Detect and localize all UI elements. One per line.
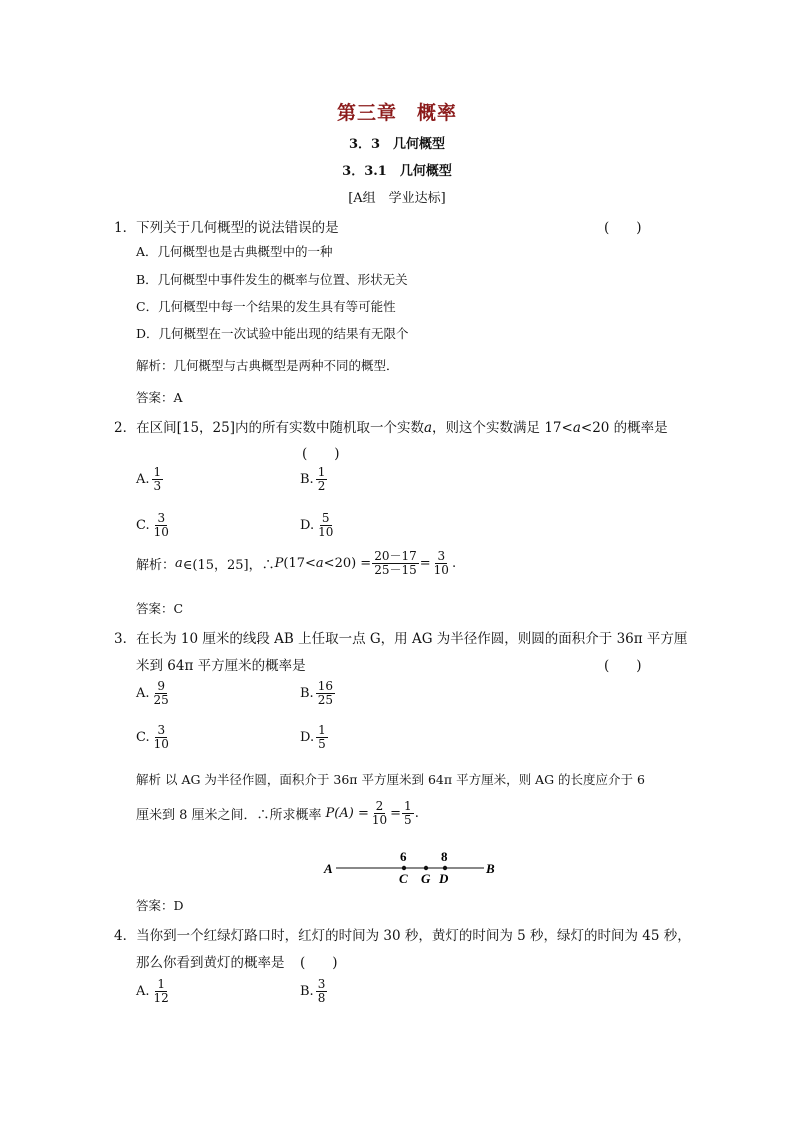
q4-a-den: 12: [153, 991, 169, 1005]
q2-option-c-fraction: [152, 512, 171, 539]
q2-stem-a: 2．在区间[15，25]内的所有实数中随机取一个实数: [114, 420, 424, 436]
segment-figure: [318, 846, 502, 884]
label-d: D: [439, 871, 449, 884]
q4-option-b: [300, 978, 328, 1005]
q2-option-b-fraction: [316, 466, 328, 493]
q2-analysis: [136, 550, 456, 577]
q2-stem-var2: a: [572, 420, 581, 436]
q2-analysis-d: <20) =: [323, 556, 372, 571]
q2-option-b: [300, 466, 328, 493]
q4-option-b-label: B.: [300, 984, 314, 999]
q1-option-d: D．几何概型在一次试验中能出现的结果有无限个: [136, 326, 409, 341]
q1-option-b: B．几何概型中事件发生的概率与位置、形状无关: [136, 272, 408, 287]
point-d-dot: [443, 866, 447, 870]
q3-stem-line1: 3．在长为 10 厘米的线段 AB 上任取一点 G，用 AG 为半径作圆，则圆的面积介于 36π 平方厘: [114, 631, 688, 647]
q2-b-den: 2: [317, 479, 326, 493]
q3-option-a-fraction: [152, 680, 171, 707]
q4-stem-line2: 那么你看到黄灯的概率是: [136, 955, 285, 971]
q4-b-num: 3: [317, 977, 326, 991]
q3-a-den: 25: [153, 693, 169, 707]
subsection-title: 3．3.1 几何概型: [342, 164, 452, 179]
q2-option-c-label: C.: [136, 518, 150, 533]
q3-b-num: 16: [317, 679, 333, 693]
q3-analysis-end: .: [414, 806, 419, 821]
q1-option-a: A．几何概型也是古典概型中的一种: [136, 244, 333, 259]
q3-option-d-fraction: [316, 724, 328, 751]
q4-a-num: 1: [157, 977, 165, 991]
q1-paren: ( ): [604, 220, 642, 236]
q3-f1-den: 10: [371, 813, 388, 827]
q2-answer: 答案：C: [136, 601, 184, 616]
q3-answer: 答案：D: [136, 898, 184, 913]
q3-analysis-text: 厘米到 8 厘米之间．∴所求概率: [136, 808, 322, 823]
label-a: A: [324, 861, 333, 876]
point-g-dot: [424, 866, 428, 870]
q2-analysis-end: .: [451, 556, 457, 571]
label-b: B: [486, 861, 495, 876]
q3-option-d-label: D.: [300, 730, 315, 745]
q3-analysis-line1: 解析 以 AG 为半径作圆，面积介于 36π 平方厘米到 64π 平方厘米，则 AG 的长度应介于 6: [136, 772, 645, 787]
chapter-title: 第三章 概率: [336, 102, 457, 124]
q4-paren: ( ): [300, 955, 338, 971]
q2-paren: ( ): [302, 446, 340, 462]
q3-stem-line2: 米到 64π 平方厘米的概率是: [136, 658, 306, 674]
q2-analysis-p: P: [274, 556, 284, 571]
q2-option-a-fraction: [152, 466, 164, 493]
label-six: 6: [400, 849, 407, 864]
q4-b-den: 8: [317, 991, 326, 1005]
q1-option-c: C．几何概型中每一个结果的发生具有等可能性: [136, 299, 396, 314]
q3-c-num: 3: [157, 723, 166, 737]
q2-option-b-label: B.: [300, 472, 314, 487]
q2-option-d-label: D.: [300, 518, 315, 533]
q3-option-a: [136, 680, 172, 707]
q3-option-b: [300, 680, 336, 707]
q1-answer: 答案：A: [136, 390, 183, 405]
q3-paren: ( ): [604, 658, 642, 674]
q2-stem: [114, 416, 668, 436]
q3-option-d: [300, 724, 329, 751]
q2-option-a-label: A.: [136, 472, 150, 487]
q3-analysis-eq: =: [390, 806, 402, 821]
q2-analysis-var: a: [175, 556, 183, 571]
label-c: C: [399, 871, 408, 884]
q3-analysis-fraction1: [370, 800, 389, 827]
q2-analysis-eq: =: [419, 556, 431, 571]
q2-analysis-a: 解析：: [136, 558, 176, 573]
q4-option-a-label: A.: [136, 984, 150, 999]
q2-f2-den: 10: [433, 563, 449, 577]
q2-f1-den: 25－15: [374, 563, 417, 577]
q3-option-c-fraction: [152, 724, 171, 751]
section-title: 3．3 几何概型: [348, 137, 446, 152]
q4-option-a: [136, 978, 172, 1005]
q2-stem-c: <20 的概率是: [580, 420, 668, 436]
q3-option-b-label: B.: [300, 686, 314, 701]
q2-stem-b: ，则这个实数满足 17<: [432, 420, 573, 436]
q3-analysis-line2: [136, 800, 419, 827]
q2-f2-num: 3: [437, 549, 446, 563]
q3-b-den: 25: [317, 693, 333, 707]
q3-d-num: 1: [318, 723, 326, 737]
q3-option-c: [136, 724, 172, 751]
label-g: G: [421, 871, 431, 884]
q3-analysis-fraction2: [402, 800, 414, 827]
q1-stem: 1．下列关于几何概型的说法错误的是: [114, 220, 339, 236]
q2-option-a: [136, 466, 164, 493]
q2-analysis-var2: a: [315, 556, 324, 571]
q2-analysis-fraction1: [372, 550, 419, 577]
q2-analysis-fraction2: [432, 550, 451, 577]
q3-option-a-label: A.: [136, 686, 150, 701]
q1-analysis: 解析：几何概型与古典概型是两种不同的概型．: [136, 358, 399, 373]
q3-a-num: 9: [157, 679, 165, 693]
q3-d-den: 5: [318, 737, 326, 751]
q2-c-den: 10: [153, 525, 169, 539]
q3-c-den: 10: [153, 737, 169, 751]
q2-c-num: 3: [157, 511, 166, 525]
q3-option-c-label: C.: [136, 730, 150, 745]
q2-f1-num: 20－17: [374, 549, 417, 563]
q2-option-d-fraction: [316, 512, 335, 539]
q3-f2-num: 1: [404, 799, 412, 813]
group-label: [A组 学业达标]: [348, 191, 446, 206]
q2-analysis-c: (17<: [283, 556, 316, 571]
q2-b-num: 1: [317, 465, 326, 479]
label-eight: 8: [441, 849, 448, 864]
q4-stem-line1: 4．当你到一个红绿灯路口时，红灯的时间为 30 秒，黄灯的时间为 5 秒，绿灯的时间为 45 秒，: [114, 928, 691, 944]
point-c-dot: [402, 866, 406, 870]
q3-analysis-p: P(A) =: [325, 806, 369, 821]
q3-f2-den: 5: [404, 813, 412, 827]
q2-option-d: [300, 512, 336, 539]
q2-option-c: [136, 512, 172, 539]
q2-stem-var: a: [423, 420, 433, 436]
q2-a-den: 3: [153, 479, 162, 493]
q3-f1-num: 2: [375, 799, 384, 813]
q2-analysis-b: ∈(15，25]，∴: [182, 558, 275, 573]
q4-option-b-fraction: [316, 978, 328, 1005]
q2-d-num: 5: [321, 511, 330, 525]
q2-a-num: 1: [153, 465, 162, 479]
q2-d-den: 10: [318, 525, 334, 539]
q3-option-b-fraction: [316, 680, 335, 707]
q4-option-a-fraction: [152, 978, 171, 1005]
